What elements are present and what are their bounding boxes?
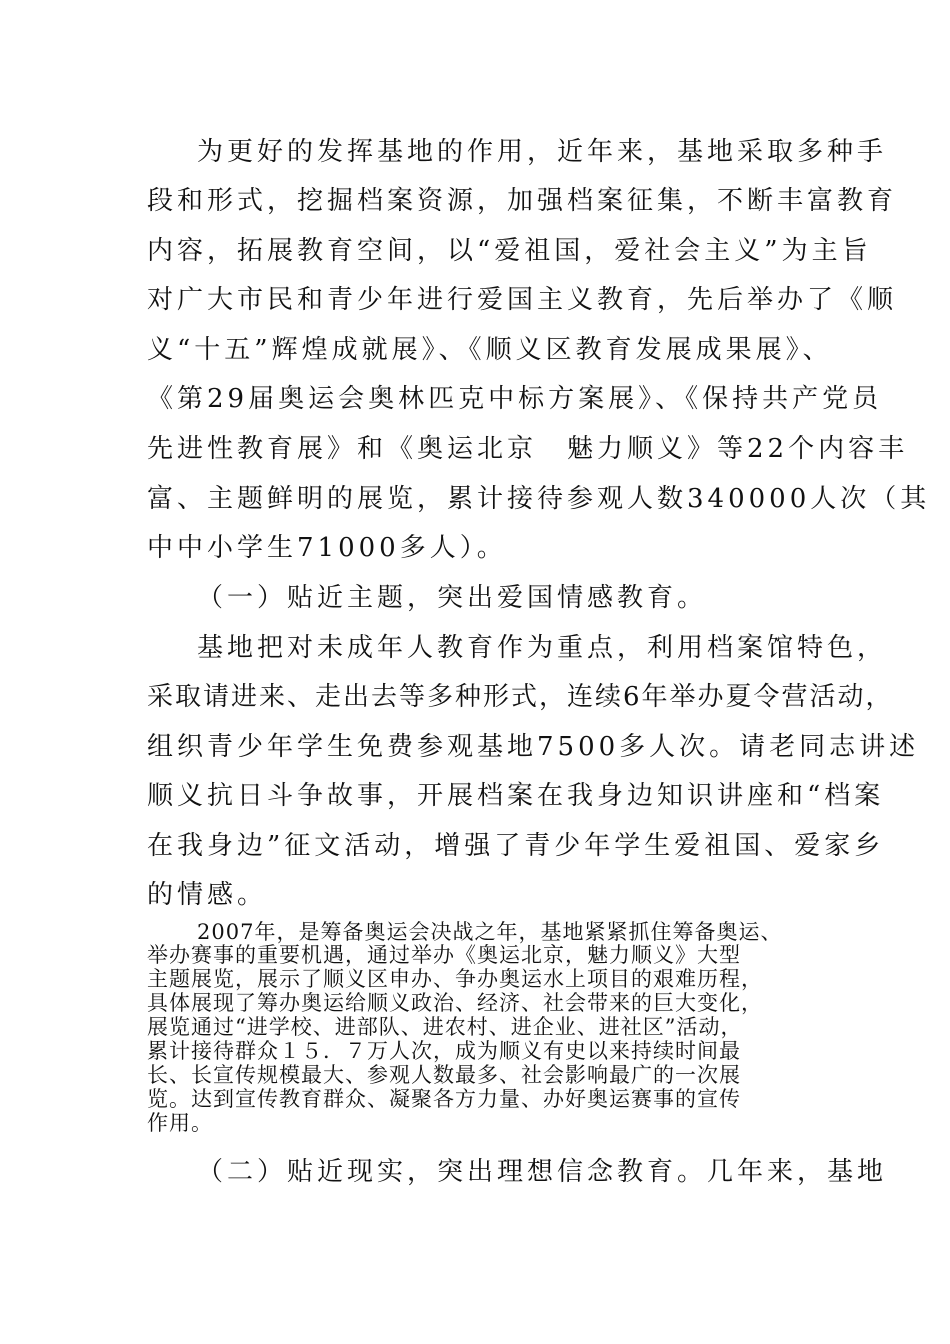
- paragraph-2-line-4: 顺义抗日斗争故事，开展档案在我身边知识讲座和“档案: [147, 781, 885, 811]
- paragraph-1-line-7: 先进性教育展》和《奥运北京 魅力顺义》等22个内容丰: [147, 434, 909, 464]
- paragraph-2-line-3: 组织青少年学生免费参观基地7500多人次。请老同志讲述: [147, 732, 920, 762]
- paragraph-3-line-8: 览。达到宣传教育群众、凝聚各方力量、办好奥运赛事的宣传: [147, 1087, 741, 1111]
- paragraph-1-line-5: 义“十五”辉煌成就展》、《顺义区教育发展成果展》、: [147, 335, 833, 365]
- paragraph-3-line-7: 长、长宣传规模最大、参观人数最多、社会影响最广的一次展: [147, 1063, 741, 1087]
- paragraph-3-line-3: 主题展览，展示了顺义区申办、争办奥运水上项目的艰难历程，: [147, 967, 763, 991]
- paragraph-1-line-6: 《第29届奥运会奥林匹克中标方案展》、《保持共产党员: [147, 384, 883, 414]
- paragraph-1-line-8: 富、主题鲜明的展览，累计接待参观人数340000人次（其: [147, 484, 931, 514]
- section-heading-2: （二）贴近现实，突出理想信念教育。几年来，基地: [197, 1157, 888, 1187]
- paragraph-1-line-2: 段和形式，挖掘档案资源，加强档案征集，不断丰富教育: [147, 186, 898, 216]
- paragraph-3-line-6: 累计接待群众１５．７万人次，成为顺义有史以来持续时间最: [147, 1039, 741, 1063]
- paragraph-2-line-6: 的情感。: [147, 880, 268, 910]
- paragraph-3-line-2: 举办赛事的重要机遇，通过举办《奥运北京，魅力顺义》大型: [147, 943, 741, 967]
- paragraph-2-line-5: 在我身边”征文活动，增强了青少年学生爱祖国、爱家乡: [147, 831, 885, 861]
- paragraph-2-line-1: 基地把对未成年人教育作为重点，利用档案馆特色，: [197, 633, 888, 663]
- paragraph-3-line-9: 作用。: [147, 1111, 213, 1135]
- section-heading-1: （一）贴近主题，突出爱国情感教育。: [197, 583, 708, 613]
- paragraph-1-line-9: 中中小学生71000多人）。: [147, 533, 507, 563]
- paragraph-1-line-1: 为更好的发挥基地的作用，近年来，基地采取多种手: [197, 137, 888, 167]
- paragraph-2-line-2: 采取请进来、走出去等多种形式，连续6年举办夏令营活动，: [147, 682, 894, 712]
- paragraph-3-line-1: 2007年，是筹备奥运会决战之年，基地紧紧抓住筹备奥运、: [197, 920, 783, 944]
- paragraph-3-line-5: 展览通过“进学校、进部队、进农村、进企业、进社区”活动，: [147, 1015, 743, 1039]
- paragraph-1-line-4: 对广大市民和青少年进行爱国主义教育，先后举办了《顺: [147, 285, 898, 315]
- paragraph-3-line-4: 具体展现了筹办奥运给顺义政治、经济、社会带来的巨大变化，: [147, 991, 763, 1015]
- paragraph-1-line-3: 内容，拓展教育空间，以“爱祖国，爱社会主义”为主旨: [147, 236, 872, 266]
